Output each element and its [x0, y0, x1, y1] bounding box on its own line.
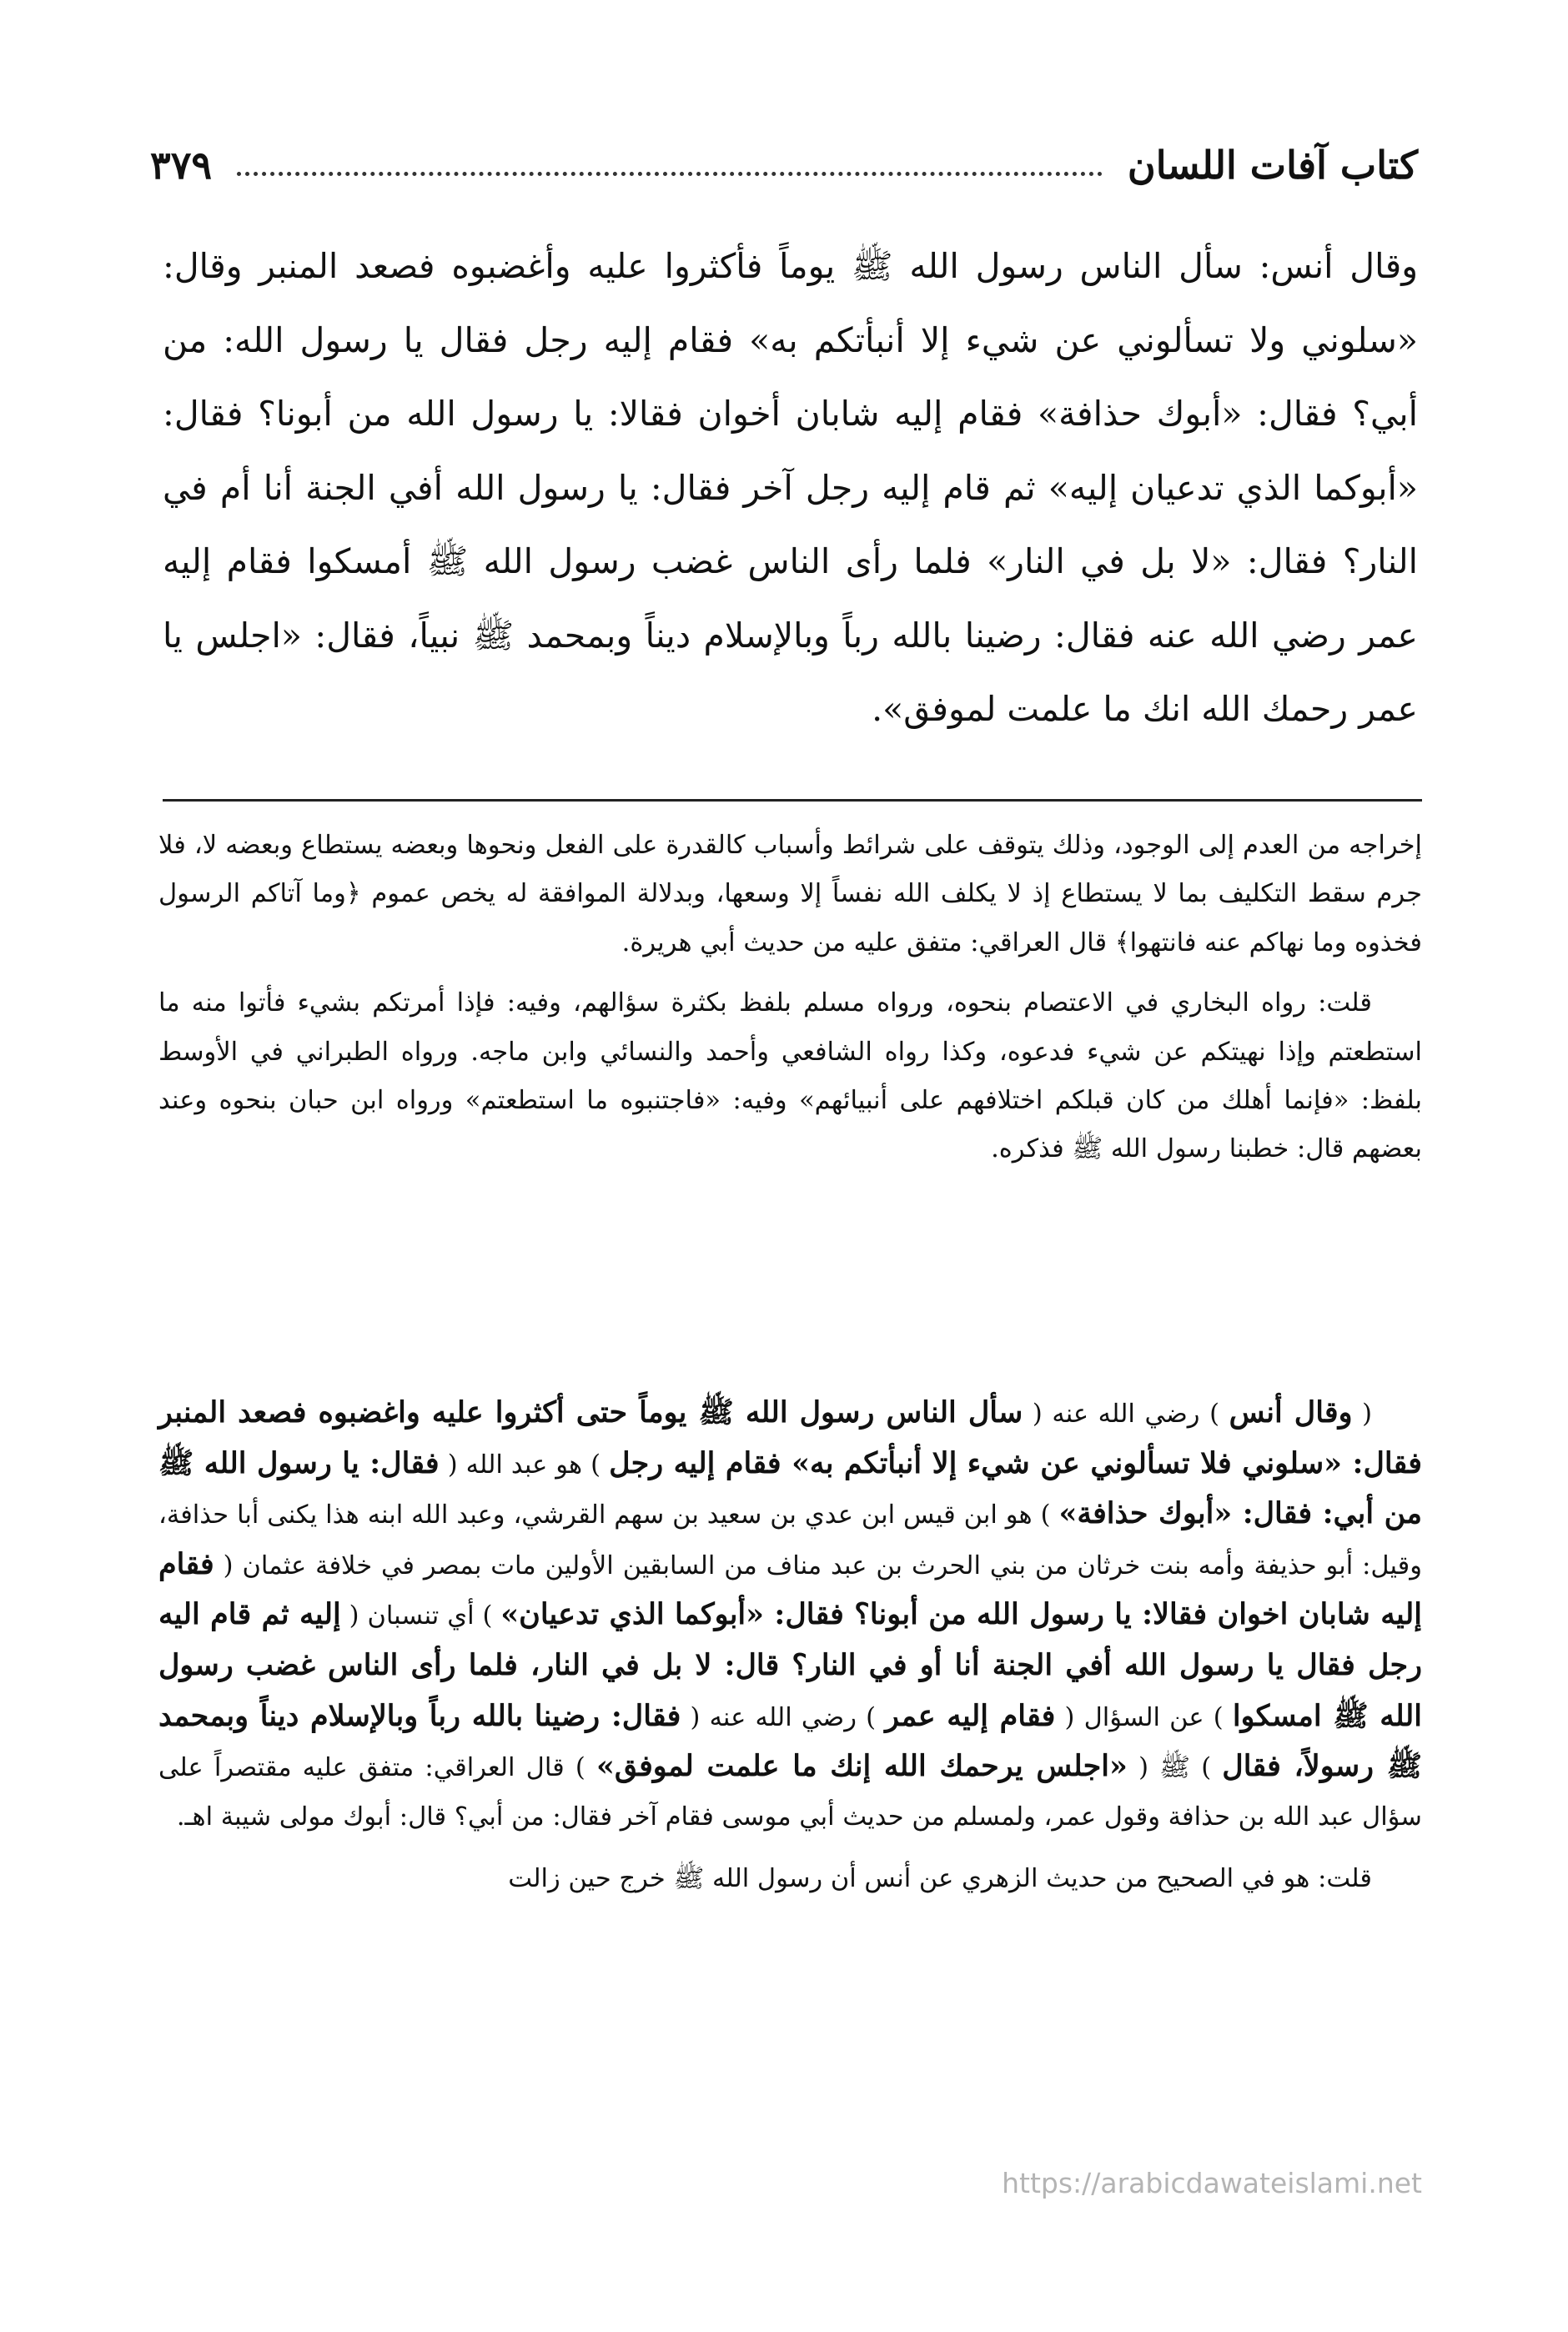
- text-segment: ) هو عبد الله (: [439, 1450, 610, 1480]
- text-segment: ) عن السؤال (: [1055, 1702, 1233, 1732]
- main-paragraph: وقال أنس: سأل الناس رسول الله ﷺ يوماً فأكثروا عليه وأغضبوه فصعد المنبر وقال: «سلوني ولا تسألوني عن شيء إلا أنبأتكم به» فقام إليه رجل فقال يا رسول الله: من أبي؟ فقال: «أبوك حذافة» فقام إليه شابان أخوان فقالا: يا رسول الله من أبونا؟ فقال: «أبوكما الذي تدعيان إليه» ثم قام إليه رجل آخر فقال: يا رسول الله أفي الجنة أنا أم في النار؟ فقال: «لا بل في النار» فلما رأى الناس غضب رسول الله ﷺ أمسكوا فقام إليه عمر رضي الله عنه فقال: رضينا بالله رباً وبالإسلام ديناً وبمحمد ﷺ نبياً، فقال: «اجلس يا عمر رحمك الله انك ما علمت لموفق».: [163, 246, 1418, 729]
- quoted-text: «اجلس يرحمك الله إنك ما علمت لموفق»: [596, 1749, 1128, 1784]
- book-title: كتاب آفات اللسان: [1127, 143, 1418, 188]
- text-segment: ) رضي الله عنه (: [681, 1702, 886, 1732]
- commentary-paragraph: قلت: هو في الصحيح من حديث الزهري عن أنس أن رسول الله ﷺ خرج حين زالت: [508, 1864, 1372, 1894]
- quoted-text: وقال أنس: [1229, 1395, 1353, 1430]
- commentary: [158, 1389, 1422, 1917]
- quoted-text: فقام إليه عمر: [885, 1698, 1056, 1733]
- main-text: [163, 229, 1418, 746]
- quoted-text: فقال: رضينا بالله رباً وبالإسلام ديناً وبمحمد ﷺ رسولاً، فقال: [158, 1698, 1423, 1784]
- watermark-url: https://arabicdawateislami.net: [1002, 2167, 1422, 2199]
- footnotes: [158, 822, 1422, 1186]
- leader-dots: [237, 172, 1103, 176]
- commentary-paragraph: [158, 1389, 1422, 1842]
- quoted-text: سأل الناس رسول الله ﷺ يوماً حتى أكثروا عليه واغضبوه فصعد المنبر فقال: «سلوني فلا تسألوني عن شيء إلا أنبأتكم به» فقام إليه رجل: [158, 1395, 1422, 1480]
- text-segment: ) أي تنسبان (: [340, 1601, 501, 1631]
- running-header: [150, 113, 1418, 188]
- text-segment: (: [1352, 1400, 1372, 1429]
- text-segment: ) قال العراقي: متفق عليه مقتصراً على سؤال عبد الله بن حذافة وقول عمر، ولمسلم من حديث أبي موسى فقام آخر فقال: من أبي؟ قال: أبوك مولى شيبة اهـ.: [158, 1753, 1422, 1832]
- text-segment: ) رضي الله عنه (: [1023, 1400, 1229, 1429]
- quoted-text: إليه ثم قام اليه رجل فقال يا رسول الله أفي الجنة أنا أو في النار؟ قال: لا بل في النار، فلما رأى الناس غضب رسول الله ﷺ امسكوا: [158, 1597, 1422, 1733]
- footnote-divider: [163, 799, 1422, 802]
- text-segment: ) ﷺ (: [1127, 1753, 1223, 1783]
- page-number: ٣٧٩: [150, 143, 213, 188]
- quoted-text: فقام إليه شابان اخوان فقالا: يا رسول الله من أبونا؟ فقال: «أبوكما الذي تدعيان»: [158, 1546, 1422, 1632]
- text-segment: ) هو ابن قيس ابن عدي بن سعيد بن سهم القرشي، وعبد الله ابنه هذا يكنى أبا حذافة، وقيل: أبو حذيفة وأمه بنت خرثان من بني الحرث بن عبد مناف من السابقين الأولين مات بمصر في خلافة عثمان (: [158, 1500, 1422, 1581]
- quoted-text: فقال: يا رسول الله ﷺ من أبي: فقال: «أبوك حذافة»: [158, 1445, 1422, 1531]
- footnote-paragraph: قلت: رواه البخاري في الاعتصام بنحوه، ورواه مسلم بلفظ بكثرة سؤالهم، وفيه: فإذا أمرتكم بشيء فأتوا منه ما استطعتم وإذا نهيتكم عن شيء فدعوه، وكذا رواه الشافعي وأحمد والنسائي وابن ماجه. ورواه الطبراني في الأوسط بلفظ: «فإنما أهلك من كان قبلكم اختلافهم على أنبيائهم» وفيه: «فاجتنبوه ما استطعتم» ورواه ابن حبان بنحوه وعند بعضهم قال: خطبنا رسول الله ﷺ فذكره.: [158, 988, 1422, 1164]
- footnote-paragraph: إخراجه من العدم إلى الوجود، وذلك يتوقف على شرائط وأسباب كالقدرة على الفعل ونحوها وبعضه يستطاع وبعضه لا، فلا جرم سقط التكليف بما لا يستطاع إذ لا يكلف الله نفساً إلا وسعها، وبدلالة الموافقة له يخص عموم ﴿وما آتاكم الرسول فخذوه وما نهاكم عنه فانتهوا﴾ قال العراقي: متفق عليه من حديث أبي هريرة.: [158, 831, 1422, 957]
